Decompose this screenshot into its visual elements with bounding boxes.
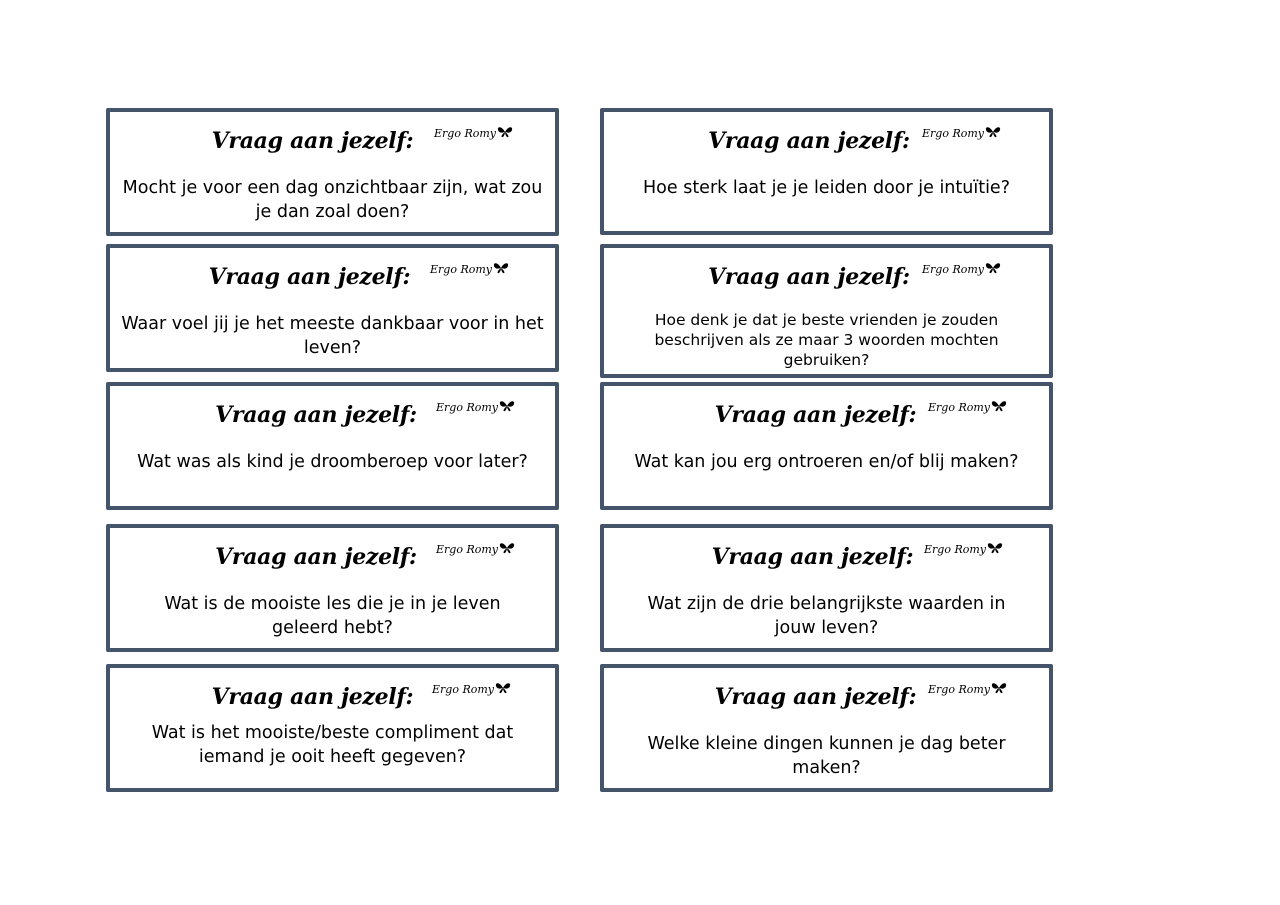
card-question: Hoe denk je dat je beste vrienden je zouden beschrijven als ze maar 3 woorden mochten gebruiken? (654, 311, 999, 369)
card-question: Wat zijn de drie belangrijkste waarden in jouw leven? (647, 594, 1006, 638)
brand-logo: Ergo Romy (432, 682, 511, 696)
question-card (106, 664, 559, 792)
card-question: Wat is het mooiste/beste compliment dat iemand je ooit heeft gegeven? (151, 723, 514, 767)
butterfly-icon (493, 262, 509, 275)
question-card (106, 382, 559, 510)
brand-logo: Ergo Romy (436, 400, 515, 414)
brand-logo: Ergo Romy (922, 126, 1001, 140)
brand-logo: Ergo Romy (922, 262, 1001, 276)
brand-logo: Ergo Romy (436, 542, 515, 556)
brand-logo: Ergo Romy (924, 542, 1003, 556)
card-question: Wat was als kind je droomberoep voor later? (137, 452, 528, 472)
butterfly-icon (495, 682, 511, 695)
card-heading: Vraag aan jezelf: (714, 684, 917, 710)
butterfly-icon (987, 542, 1003, 555)
brand-logo: Ergo Romy (430, 262, 509, 276)
question-card (106, 244, 559, 372)
question-card (600, 244, 1053, 378)
butterfly-icon (497, 126, 513, 139)
butterfly-icon (499, 542, 515, 555)
card-question: Welke kleine dingen kunnen je dag beter maken? (647, 734, 1006, 778)
card-heading: Vraag aan jezelf: (211, 128, 414, 154)
question-card (106, 524, 559, 652)
card-heading: Vraag aan jezelf: (708, 264, 910, 290)
card-heading: Vraag aan jezelf: (708, 128, 910, 154)
question-card (600, 382, 1053, 510)
question-card (600, 108, 1053, 235)
butterfly-icon (499, 400, 515, 413)
butterfly-icon (985, 126, 1001, 139)
card-question: Wat is de mooiste les die je in je leven geleerd hebt? (164, 594, 501, 638)
card-heading: Vraag aan jezelf: (211, 684, 414, 710)
question-card (106, 108, 559, 236)
card-question: Waar voel jij je het meeste dankbaar voor in het leven? (121, 314, 544, 358)
card-question: Mocht je voor een dag onzichtbaar zijn, wat zou je dan zoal doen? (122, 178, 543, 222)
card-heading: Vraag aan jezelf: (208, 264, 411, 290)
card-heading: Vraag aan jezelf: (215, 544, 417, 570)
card-question: Wat kan jou erg ontroeren en/of blij maken? (634, 452, 1019, 472)
question-card (600, 524, 1053, 652)
card-heading: Vraag aan jezelf: (714, 402, 917, 428)
question-card (600, 664, 1053, 792)
card-question: Hoe sterk laat je je leiden door je intuïtie? (643, 178, 1010, 198)
brand-logo: Ergo Romy (928, 400, 1007, 414)
butterfly-icon (991, 682, 1007, 695)
brand-logo: Ergo Romy (434, 126, 513, 140)
card-heading: Vraag aan jezelf: (711, 544, 914, 570)
brand-logo: Ergo Romy (928, 682, 1007, 696)
butterfly-icon (991, 400, 1007, 413)
card-heading: Vraag aan jezelf: (215, 402, 417, 428)
butterfly-icon (985, 262, 1001, 275)
